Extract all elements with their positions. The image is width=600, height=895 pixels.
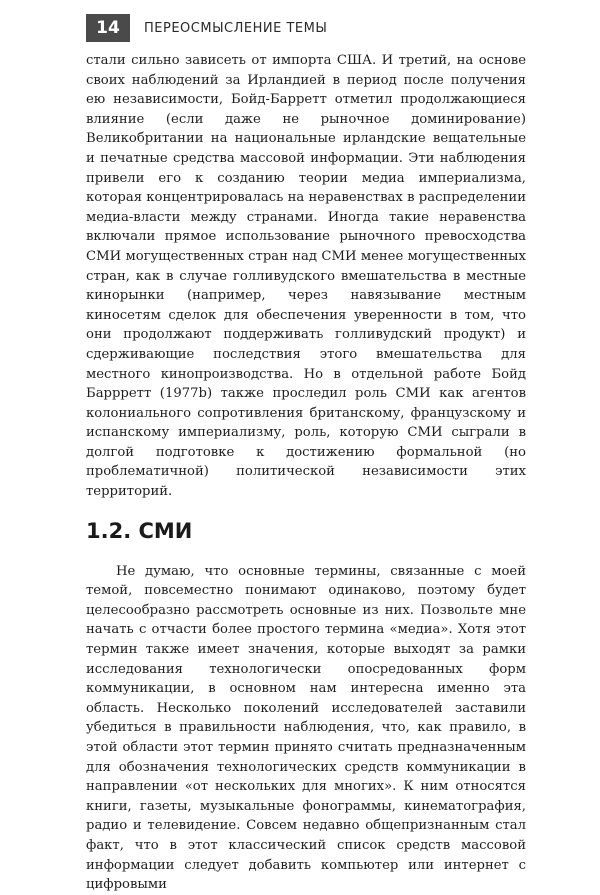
body-paragraph: Не думаю, что основные термины, связанные с моей темой, повсеместно понимают одинаково, поэтому будет целесообразно рассмотреть основные из них. Позвольте мне начать с отчасти более простого термина «медиа». Хотя этот термин также имеет значения, которые выходят за рамки исследования технологически опосредованных форм коммуникации, в основном нам интересна именно эта область. Несколько поколений исследователей заставили убедиться в правильности наблюдения, что, как правило, в этой области этот термин принято считать предназначенным для обозначения технологических средств коммуникации в направлении «от нескольких для многих». К ним относятся книги, газеты, музыкальные фонограммы, кинематография, радио и телевидение. Совсем недавно общепризнанным стал факт, что в этот классический список средств массовой информации следует добавить компьютер или интернет с цифровыми: [86, 563, 526, 893]
running-head: ПЕРЕОСМЫСЛЕНИЕ ТЕМЫ: [144, 20, 328, 36]
body-paragraph-continued: стали сильно зависеть от импорта США. И третий, на основе своих наблюдений за Ирландией в период после получения ею независимости, Бойд-Барретт отметил продолжающиеся влияние (если даже не рыночное доминирование) Великобритании на национальные ирландские вещательные и печатные средства массовой информации. Эти наблюдения привели его к созданию теории медиа империализма, которая концентрировалась на неравенствах в распределении медиа-власти между странами. Иногда такие неравенства включали прямое использование рыночного превосходства СМИ могущественных стран над СМИ менее могущественных стран, как в случае голливудского вмешательства в местные кинорынки (например, через навязывание местным киносетям сделок для обеспечения уверенности в том, что они продолжают поддерживать голливудский продукт) и сдерживающие последствия этого вмешательства для местного кинопроизводства. Но в отдельной работе Бойд Баррретт (1977b) также проследил роль СМИ как агентов колониального сопротивления британскому, французскому и испанскому империализму, роль, которую СМИ сыграли в долгой подготовке к достижению формальной (но проблематичной) политической независимости этих территорий.: [86, 53, 526, 500]
page-content: [86, 51, 526, 895]
section-heading: 1.2. СМИ: [86, 518, 193, 543]
page-number: 14: [86, 14, 130, 42]
page-header: [86, 14, 327, 42]
